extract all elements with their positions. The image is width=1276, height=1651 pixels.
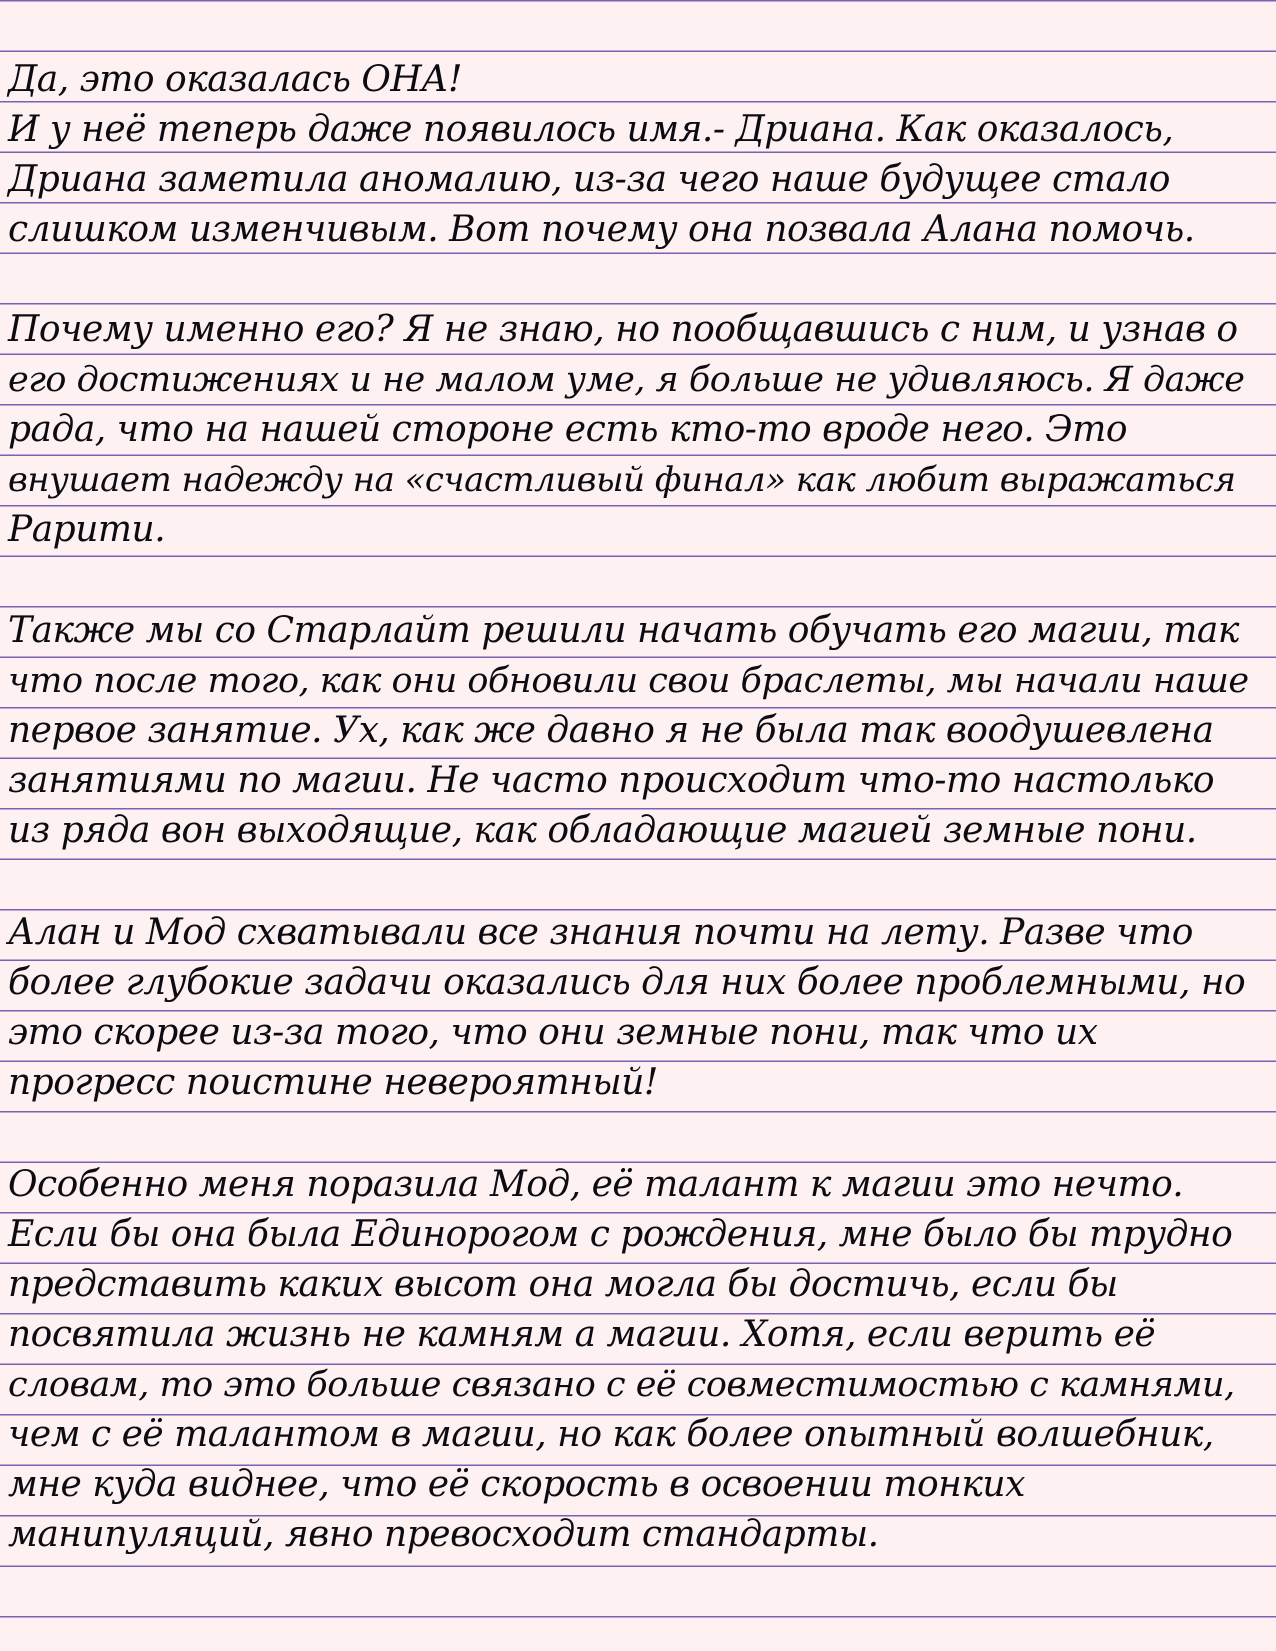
text-line: рада, что на нашей стороне есть кто-то вроде него. Это	[8, 409, 1128, 450]
text-line: из ряда вон выходящие, как обладающие магией земные пони.	[8, 810, 1197, 851]
text-line: чем с её талантом в магии, но как более опытный волшебник,	[8, 1414, 1214, 1455]
text-line: представить каких высот она могла бы достичь, если бы	[8, 1264, 1118, 1305]
text-line: Если бы она была Единорогом с рождения, мне было бы трудно	[8, 1214, 1233, 1255]
text-line: посвятила жизнь не камням а магии. Хотя, если верить её	[8, 1314, 1156, 1355]
text-line: мне куда виднее, что её скорость в освоении тонких	[8, 1464, 1025, 1505]
text-line: это скорее из-за того, что они земные пони, так что их	[8, 1012, 1098, 1053]
text-line: прогресс поистине невероятный!	[8, 1062, 658, 1103]
text-line: занятиями по магии. Не часто происходит что-то настолько	[8, 760, 1215, 801]
text-line: Дриана заметила аномалию, из-за чего наше будущее стало	[8, 159, 1170, 200]
text-line: слишком изменчивым. Вот почему она позвала Алана помочь.	[8, 209, 1195, 250]
text-line: И у неё теперь даже появилось имя.- Дриана. Как оказалось,	[8, 109, 1174, 150]
text-line: внушает надежду на «счастливый финал» как любит выражаться	[8, 460, 1236, 500]
text-line: Рарити.	[8, 509, 166, 550]
text-line: первое занятие. Ух, как же давно я не была так воодушевлена	[8, 710, 1214, 751]
text-line: Алан и Мод схватывали все знания почти на лету. Разве что	[8, 912, 1193, 953]
text-line: Особенно меня поразила Мод, её талант к магии это нечто.	[8, 1164, 1184, 1205]
text-line: Также мы со Старлайт решили начать обучать его магии, так	[8, 610, 1239, 651]
text-line: словам, то это больше связано с её совместимостью с камнями,	[8, 1365, 1235, 1405]
text-line: его достижениях и не малом уме, я больше не удивляюсь. Я даже	[8, 360, 1245, 400]
text-line: что после того, как они обновили свои браслеты, мы начали наше	[8, 661, 1249, 701]
text-line: Да, это оказалась ОНА!	[8, 59, 462, 100]
text-line: Почему именно его? Я не знаю, но пообщавшись с ним, и узнав о	[8, 309, 1238, 350]
text-line: более глубокие задачи оказались для них более проблемными, но	[8, 962, 1246, 1003]
text-line: манипуляций, явно превосходит стандарты.	[8, 1514, 879, 1555]
